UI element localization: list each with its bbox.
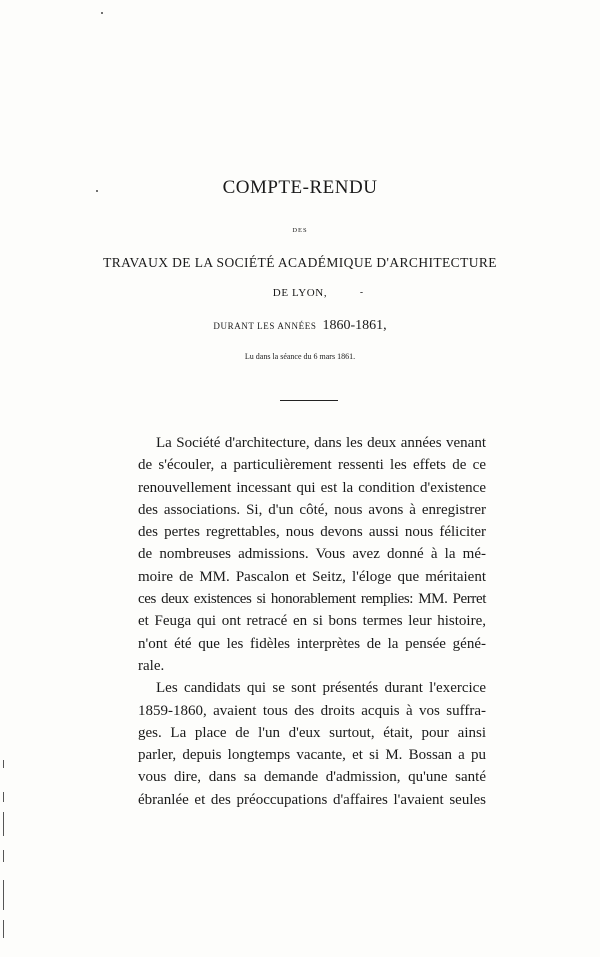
body-line: renouvellement incessant qui est la condition d'existence [138, 479, 486, 496]
margin-mark [3, 792, 4, 802]
body-line: ébranlée et des préoccupations d'affaires l'avaient seules [138, 791, 486, 808]
document-title: COMPTE-RENDU [222, 177, 378, 198]
body-line: n'ont été que les fidèles interprètes de la pensée géné- [138, 635, 486, 652]
margin-mark [3, 850, 4, 862]
body-line: de nombreuses admissions. Vous avez donné à la mé- [138, 546, 486, 563]
separator-rule [280, 400, 338, 401]
body-line: 1859-1860, avaient tous des droits acquis à vos suffra- [138, 702, 486, 719]
subtitle-des: DES [292, 227, 308, 234]
body-line: de s'écouler, a particulièrement ressenti les effets de ce [138, 457, 486, 474]
subtitle-travaux: TRAVAUX DE LA SOCIÉTÉ ACADÉMIQUE D'ARCHITECTURE [103, 255, 497, 270]
reading-note: Lu dans la séance du 6 mars 1861. [244, 352, 356, 361]
subtitle-durant [0, 318, 600, 334]
body-line: La Société d'architecture, dans les deux années venant [156, 435, 486, 451]
subtitle-lyon: DE LYON, [272, 287, 328, 299]
margin-mark [3, 812, 4, 836]
body-line: des associations. Si, d'un côté, nous avons à enregistrer [138, 501, 486, 518]
body-line: rale. [138, 657, 165, 674]
speck [101, 12, 103, 14]
margin-mark [3, 880, 4, 910]
body-line: ges. La place de l'un d'eux surtout, était, pour ainsi [138, 724, 486, 741]
body-line: moire de MM. Pascalon et Seitz, l'éloge que méritaient [138, 568, 486, 585]
durant-years: 1860-1861, [322, 318, 387, 333]
body-text [138, 432, 486, 811]
body-line: des pertes regrettables, nous devons aussi nous féliciter [138, 524, 486, 541]
body-line: parler, depuis longtemps vacante, et si M. Bossan a pu [138, 747, 486, 764]
body-line: et Feuga qui ont retracé en si bons termes leur histoire, [138, 613, 486, 630]
margin-mark [3, 760, 4, 768]
body-line: Les candidats qui se sont présentés durant l'exercice [156, 680, 486, 697]
durant-prefix: DURANT LES ANNÉES [213, 321, 317, 331]
margin-mark [3, 920, 4, 938]
body-line: vous dire, dans sa demande d'admission, qu'une santé [138, 769, 486, 786]
body-line: ces deux existences si honorablement remplies: MM. Perret [138, 591, 486, 608]
